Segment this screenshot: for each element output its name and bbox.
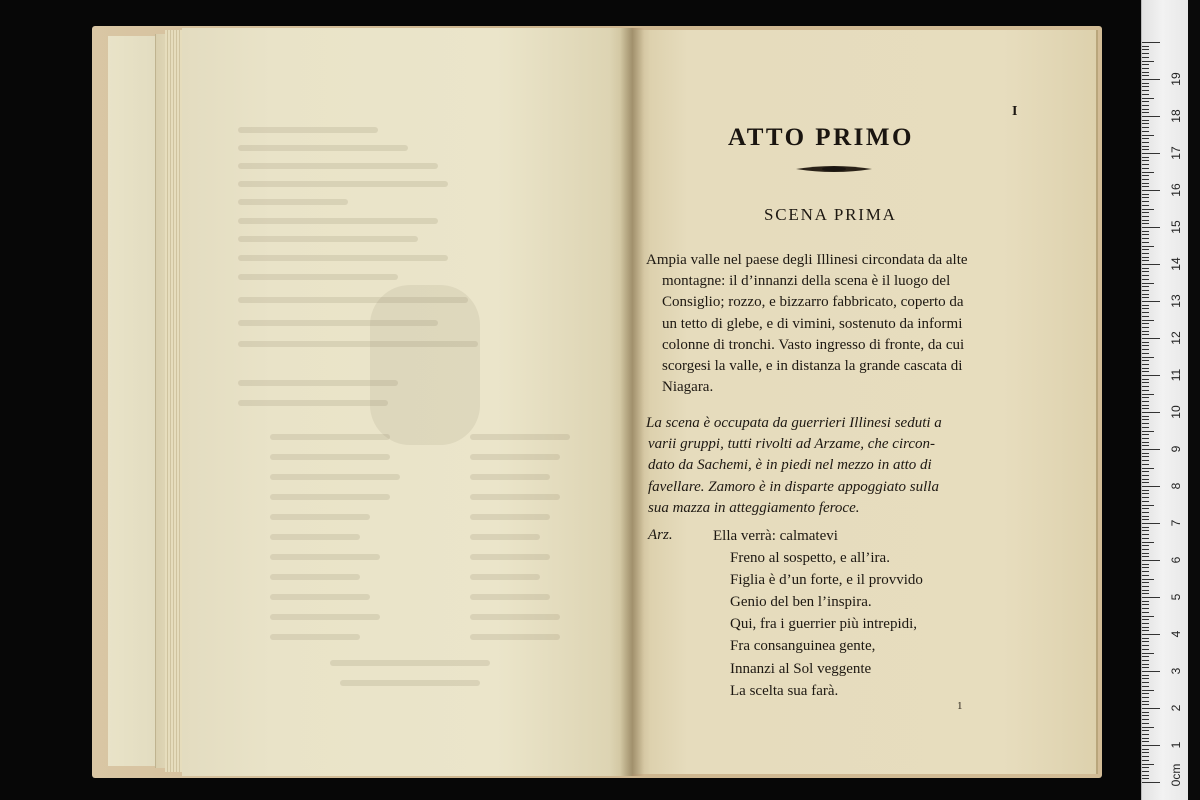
speaker-name: Arz. xyxy=(648,527,673,543)
ruler-tick xyxy=(1142,523,1160,524)
verse-line: Freno al sospetto, e all’ira. xyxy=(730,550,890,567)
ruler-label: 19 xyxy=(1169,72,1183,86)
ruler-tick xyxy=(1142,490,1149,491)
ruler-tick xyxy=(1142,175,1149,176)
ruler-label: 1 xyxy=(1169,741,1183,749)
ruler-label: 5 xyxy=(1169,593,1183,601)
ruler-tick xyxy=(1142,549,1149,550)
ruler-tick xyxy=(1142,331,1149,332)
scene-title: SCENA PRIMA xyxy=(764,205,897,224)
ruler-tick xyxy=(1142,690,1154,691)
ruler-tick xyxy=(1142,712,1149,713)
show-through-line xyxy=(270,574,360,580)
ruler-tick xyxy=(1142,338,1160,339)
ruler-tick xyxy=(1142,131,1149,132)
show-through-line xyxy=(470,574,540,580)
ruler-tick xyxy=(1142,353,1149,354)
ruler-tick xyxy=(1142,697,1149,698)
verse-line: Fra consanguinea gente, xyxy=(730,638,876,655)
ruler-tick xyxy=(1142,616,1154,617)
ruler-tick xyxy=(1142,401,1149,402)
ruler-tick xyxy=(1142,238,1149,239)
ruler-tick xyxy=(1142,75,1149,76)
stage-direction-line: favellare. Zamoro è in disparte appoggiato sulla xyxy=(648,478,939,495)
ruler-tick xyxy=(1142,98,1154,99)
ruler-tick xyxy=(1142,564,1149,565)
ruler-tick xyxy=(1142,212,1149,213)
ruler-tick xyxy=(1142,160,1149,161)
stage-direction-line: La scena è occupata da guerrieri Illinesi seduti a xyxy=(646,415,942,431)
ruler-tick xyxy=(1142,604,1149,605)
ruler-tick xyxy=(1142,423,1149,424)
description-line: Niagara. xyxy=(662,379,714,396)
ruler-tick xyxy=(1142,105,1149,106)
ruler-tick xyxy=(1142,664,1149,665)
show-through-line xyxy=(270,474,400,480)
ruler-tick xyxy=(1142,371,1149,372)
ruler-tick xyxy=(1142,678,1149,679)
ruler-tick xyxy=(1142,471,1149,472)
ruler-tick xyxy=(1142,560,1160,561)
ruler-tick xyxy=(1142,760,1149,761)
show-through-line xyxy=(270,514,370,520)
ruler-tick xyxy=(1142,704,1149,705)
ruler-label: 10 xyxy=(1169,405,1183,419)
ruler-tick xyxy=(1142,246,1154,247)
show-through-line xyxy=(340,680,480,686)
ruler-tick xyxy=(1142,386,1149,387)
ruler-tick xyxy=(1142,127,1149,128)
ruler-tick xyxy=(1142,149,1149,150)
page-number: I xyxy=(1012,104,1018,119)
ruler-tick xyxy=(1142,782,1160,783)
ruler-tick xyxy=(1142,538,1149,539)
ruler-tick xyxy=(1142,623,1149,624)
book-gutter xyxy=(620,28,644,776)
ruler-tick xyxy=(1142,397,1149,398)
verse-line: Figlia è d’un forte, e il provvido xyxy=(730,572,923,589)
ruler-tick xyxy=(1142,419,1149,420)
show-through-line xyxy=(470,534,540,540)
show-through-line xyxy=(270,494,390,500)
ruler-tick xyxy=(1142,112,1149,113)
ruler-tick xyxy=(1142,264,1160,265)
ruler-tick xyxy=(1142,686,1149,687)
ruler-tick xyxy=(1142,286,1149,287)
ruler-tick xyxy=(1142,486,1160,487)
ruler-tick xyxy=(1142,342,1149,343)
ruler-shadow xyxy=(1188,0,1200,800)
ruler-tick xyxy=(1142,153,1160,154)
ruler-tick xyxy=(1142,164,1149,165)
description-line: montagne: il d’innanzi della scena è il luogo del xyxy=(662,273,951,290)
ruler-label: 13 xyxy=(1169,294,1183,308)
show-through-line xyxy=(238,297,468,303)
ruler-tick xyxy=(1142,738,1149,739)
stage-direction-line: sua mazza in atteggiamento feroce. xyxy=(648,499,860,516)
ruler-label: 11 xyxy=(1169,368,1183,382)
ruler-tick xyxy=(1142,627,1149,628)
ruler-tick xyxy=(1142,64,1149,65)
ruler-tick xyxy=(1142,675,1149,676)
ruler-tick xyxy=(1142,364,1149,365)
ruler-tick xyxy=(1142,279,1149,280)
ruler-tick xyxy=(1142,123,1149,124)
ruler-tick xyxy=(1142,512,1149,513)
ruler-tick xyxy=(1142,408,1149,409)
ruler-tick xyxy=(1142,719,1149,720)
ruler-tick xyxy=(1142,349,1149,350)
verse-line: Ella verrà: calmatevi xyxy=(713,528,838,544)
signature-mark: 1 xyxy=(957,700,963,712)
ruler-tick xyxy=(1142,475,1149,476)
ruler-tick xyxy=(1142,172,1154,173)
verse-line: Innanzi al Sol veggente xyxy=(730,660,872,677)
show-through-line xyxy=(238,218,438,224)
ruler-tick xyxy=(1142,194,1149,195)
ruler-tick xyxy=(1142,453,1149,454)
verse-line: La scelta sua farà. xyxy=(730,682,839,699)
ruler-tick xyxy=(1142,334,1149,335)
ruler-tick xyxy=(1142,242,1149,243)
ruler-label: 7 xyxy=(1169,519,1183,527)
show-through-line xyxy=(238,127,378,133)
ruler-tick xyxy=(1142,756,1149,757)
show-through-line xyxy=(470,634,560,640)
ruler-tick xyxy=(1142,734,1149,735)
ruler-tick xyxy=(1142,575,1149,576)
show-through-line xyxy=(238,181,448,187)
ruler-tick xyxy=(1142,46,1149,47)
ruler-tick xyxy=(1142,186,1149,187)
ruler-tick xyxy=(1142,619,1149,620)
ruler-tick xyxy=(1142,723,1149,724)
ruler-tick xyxy=(1142,68,1149,69)
show-through-line xyxy=(270,434,390,440)
show-through-line xyxy=(470,474,550,480)
show-through-line xyxy=(238,255,448,261)
show-through-line xyxy=(270,594,370,600)
ruler-tick xyxy=(1142,42,1160,43)
ruler-tick xyxy=(1142,53,1149,54)
ruler-tick xyxy=(1142,767,1149,768)
ruler-tick xyxy=(1142,320,1154,321)
ruler-tick xyxy=(1142,708,1160,709)
ruler-tick xyxy=(1142,183,1149,184)
ruler-label: 18 xyxy=(1169,109,1183,123)
show-through-line xyxy=(470,434,570,440)
ruler-label: 0cm xyxy=(1169,763,1183,787)
show-through-line xyxy=(238,199,348,205)
ruler-tick xyxy=(1142,86,1149,87)
ruler-tick xyxy=(1142,778,1149,779)
ruler-tick xyxy=(1142,775,1149,776)
ruler-tick xyxy=(1142,527,1149,528)
ruler-tick xyxy=(1142,638,1149,639)
ruler-tick xyxy=(1142,597,1160,598)
ruler-tick xyxy=(1142,308,1149,309)
ruler-tick xyxy=(1142,545,1149,546)
ruler-tick xyxy=(1142,260,1149,261)
ruler-tick xyxy=(1142,752,1149,753)
ruler-tick xyxy=(1142,497,1149,498)
ruler-tick xyxy=(1142,379,1149,380)
show-through-line xyxy=(238,163,438,169)
act-title: ATTO PRIMO xyxy=(728,124,914,151)
ruler-label: 16 xyxy=(1169,183,1183,197)
ruler-tick xyxy=(1142,394,1154,395)
ruler-tick xyxy=(1142,456,1149,457)
show-through-line xyxy=(470,514,550,520)
ruler-tick xyxy=(1142,197,1149,198)
ruler-tick xyxy=(1142,83,1149,84)
ruler-tick xyxy=(1142,257,1149,258)
verse-line: Genio del ben l’inspira. xyxy=(730,594,872,611)
ruler-tick xyxy=(1142,460,1149,461)
ruler-label: 12 xyxy=(1169,331,1183,345)
ruler-tick xyxy=(1142,405,1149,406)
ruler-tick xyxy=(1142,468,1154,469)
ruler-tick xyxy=(1142,234,1149,235)
ruler-tick xyxy=(1142,438,1149,439)
ruler-label: 9 xyxy=(1169,445,1183,453)
ruler-tick xyxy=(1142,479,1149,480)
ruler-tick xyxy=(1142,579,1154,580)
description-line: Consiglio; rozzo, e bizzarro fabbricato, coperto da xyxy=(662,294,964,311)
ruler-tick xyxy=(1142,590,1149,591)
ruler-tick xyxy=(1142,749,1149,750)
show-through-line xyxy=(470,594,550,600)
ruler-tick xyxy=(1142,715,1149,716)
ruler-tick xyxy=(1142,157,1149,158)
ruler-tick xyxy=(1142,556,1149,557)
ruler-tick xyxy=(1142,571,1149,572)
ruler-tick xyxy=(1142,519,1149,520)
ruler-tick xyxy=(1142,94,1149,95)
ruler-tick xyxy=(1142,593,1149,594)
show-through-line xyxy=(238,400,388,406)
ruler-label: 17 xyxy=(1169,146,1183,160)
ruler-tick xyxy=(1142,49,1149,50)
ruler-tick xyxy=(1142,464,1149,465)
ruler-tick xyxy=(1142,227,1160,228)
show-through-line xyxy=(238,320,438,326)
ruler-tick xyxy=(1142,390,1149,391)
ruler-tick xyxy=(1142,72,1149,73)
ruler-tick xyxy=(1142,741,1149,742)
ruler-label: 14 xyxy=(1169,257,1183,271)
ruler-tick xyxy=(1142,345,1149,346)
ruler-tick xyxy=(1142,582,1149,583)
ruler-label: 15 xyxy=(1169,220,1183,234)
ruler-tick xyxy=(1142,382,1149,383)
ruler-tick xyxy=(1142,61,1154,62)
show-through-line xyxy=(470,454,560,460)
ruler-label: 8 xyxy=(1169,482,1183,490)
ruler-tick xyxy=(1142,671,1160,672)
ruler-tick xyxy=(1142,493,1149,494)
show-through-line xyxy=(270,534,360,540)
scene-description xyxy=(646,250,968,398)
ruler-tick xyxy=(1142,116,1160,117)
show-through-line xyxy=(238,145,408,151)
show-through-line xyxy=(330,660,490,666)
ruler-tick xyxy=(1142,764,1154,765)
ruler-tick xyxy=(1142,634,1160,635)
ruler-tick xyxy=(1142,316,1149,317)
ruler-tick xyxy=(1142,368,1149,369)
ruler-tick xyxy=(1142,601,1149,602)
show-through-line xyxy=(470,614,560,620)
ruler-tick xyxy=(1142,109,1149,110)
ruler-tick xyxy=(1142,416,1149,417)
ruler-tick xyxy=(1142,142,1149,143)
ruler-tick xyxy=(1142,90,1149,91)
show-through-line xyxy=(270,554,380,560)
ruler-tick xyxy=(1142,360,1149,361)
stage-direction-line: dato da Sachemi, è in piedi nel mezzo in atto di xyxy=(648,457,932,474)
stage-direction xyxy=(646,413,942,519)
ruler-tick xyxy=(1142,501,1149,502)
ruler-tick xyxy=(1142,101,1149,102)
show-through-line xyxy=(470,554,550,560)
show-through-line xyxy=(238,380,398,386)
ruler-tick xyxy=(1142,275,1149,276)
ruler-tick xyxy=(1142,290,1149,291)
ruler-tick xyxy=(1142,323,1149,324)
ruler-tick xyxy=(1142,553,1149,554)
ruler-label: 4 xyxy=(1169,630,1183,638)
ruler-tick xyxy=(1142,612,1149,613)
ruler-tick xyxy=(1142,216,1149,217)
ruler-tick xyxy=(1142,567,1149,568)
ruler-tick xyxy=(1142,79,1160,80)
ruler-tick xyxy=(1142,375,1160,376)
description-line: colonne di tronchi. Vasto ingresso di fronte, da cui xyxy=(662,336,965,353)
ruler-tick xyxy=(1142,445,1149,446)
ruler-tick xyxy=(1142,482,1149,483)
show-through-line xyxy=(270,614,380,620)
ruler-tick xyxy=(1142,249,1149,250)
ruler-tick xyxy=(1142,656,1149,657)
ruler-label: 3 xyxy=(1169,667,1183,675)
ruler-tick xyxy=(1142,434,1149,435)
ruler-tick xyxy=(1142,649,1149,650)
ruler-tick xyxy=(1142,120,1149,121)
ruler-tick xyxy=(1142,357,1154,358)
ruler-label: 6 xyxy=(1169,556,1183,564)
ruler-tick xyxy=(1142,220,1149,221)
ruler-tick xyxy=(1142,305,1149,306)
ruler-tick xyxy=(1142,630,1149,631)
show-through-line xyxy=(470,494,560,500)
show-through-line xyxy=(270,634,360,640)
ruler-tick xyxy=(1142,727,1154,728)
ruler-tick xyxy=(1142,771,1149,772)
ruler-tick xyxy=(1142,271,1149,272)
ruler-tick xyxy=(1142,223,1149,224)
ruler-tick xyxy=(1142,231,1149,232)
ruler-label: 2 xyxy=(1169,704,1183,712)
description-line: Ampia valle nel paese degli Illinesi circondata da alte xyxy=(646,252,968,268)
ruler-tick xyxy=(1142,135,1154,136)
ruler-tick xyxy=(1142,505,1154,506)
description-line: scorgesi la valle, e in distanza la grande cascata di xyxy=(662,358,963,375)
ruler-tick xyxy=(1142,431,1154,432)
show-through-line xyxy=(238,274,398,280)
ruler-tick xyxy=(1142,57,1149,58)
ruler-tick xyxy=(1142,327,1149,328)
ruler-tick xyxy=(1142,138,1149,139)
ruler-tick xyxy=(1142,190,1160,191)
ruler-tick xyxy=(1142,693,1149,694)
ruler-tick xyxy=(1142,667,1149,668)
verse-block xyxy=(713,525,923,702)
ruler-tick xyxy=(1142,253,1149,254)
ruler-tick xyxy=(1142,312,1149,313)
show-through-line xyxy=(270,454,390,460)
ruler-tick xyxy=(1142,682,1149,683)
ruler-tick xyxy=(1142,516,1149,517)
ruler-tick xyxy=(1142,449,1160,450)
ruler-tick xyxy=(1142,209,1154,210)
ruler-tick xyxy=(1142,427,1149,428)
description-line: un tetto di glebe, e di vimini, sostenuto da informi xyxy=(662,315,963,332)
ruler-tick xyxy=(1142,301,1160,302)
show-through-line xyxy=(238,341,478,347)
ruler-tick xyxy=(1142,530,1149,531)
title-ornament-rule xyxy=(796,164,872,174)
ruler-tick xyxy=(1142,653,1154,654)
ruler-tick xyxy=(1142,641,1149,642)
ruler-tick xyxy=(1142,179,1149,180)
ruler-tick xyxy=(1142,645,1149,646)
ruler-tick xyxy=(1142,205,1149,206)
ruler-tick xyxy=(1142,586,1149,587)
ruler-tick xyxy=(1142,534,1149,535)
ruler-tick xyxy=(1142,608,1149,609)
ruler-tick xyxy=(1142,168,1149,169)
ruler-tick xyxy=(1142,283,1154,284)
ruler-tick xyxy=(1142,660,1149,661)
ruler-tick xyxy=(1142,268,1149,269)
ruler-tick xyxy=(1142,294,1149,295)
ruler-tick xyxy=(1142,442,1149,443)
ruler-tick xyxy=(1142,146,1149,147)
ruler-tick xyxy=(1142,730,1149,731)
ruler-tick xyxy=(1142,701,1149,702)
show-through-line xyxy=(238,236,418,242)
ruler-tick xyxy=(1142,745,1160,746)
show-through-stain xyxy=(370,285,480,445)
verse-line: Qui, fra i guerrier più intrepidi, xyxy=(730,616,918,633)
ruler-tick xyxy=(1142,542,1154,543)
stage-direction-line: varii gruppi, tutti rivolti ad Arzame, che circon- xyxy=(648,436,936,453)
ruler-tick xyxy=(1142,201,1149,202)
ruler-tick xyxy=(1142,508,1149,509)
ruler-tick xyxy=(1142,297,1149,298)
ruler-tick xyxy=(1142,412,1160,413)
